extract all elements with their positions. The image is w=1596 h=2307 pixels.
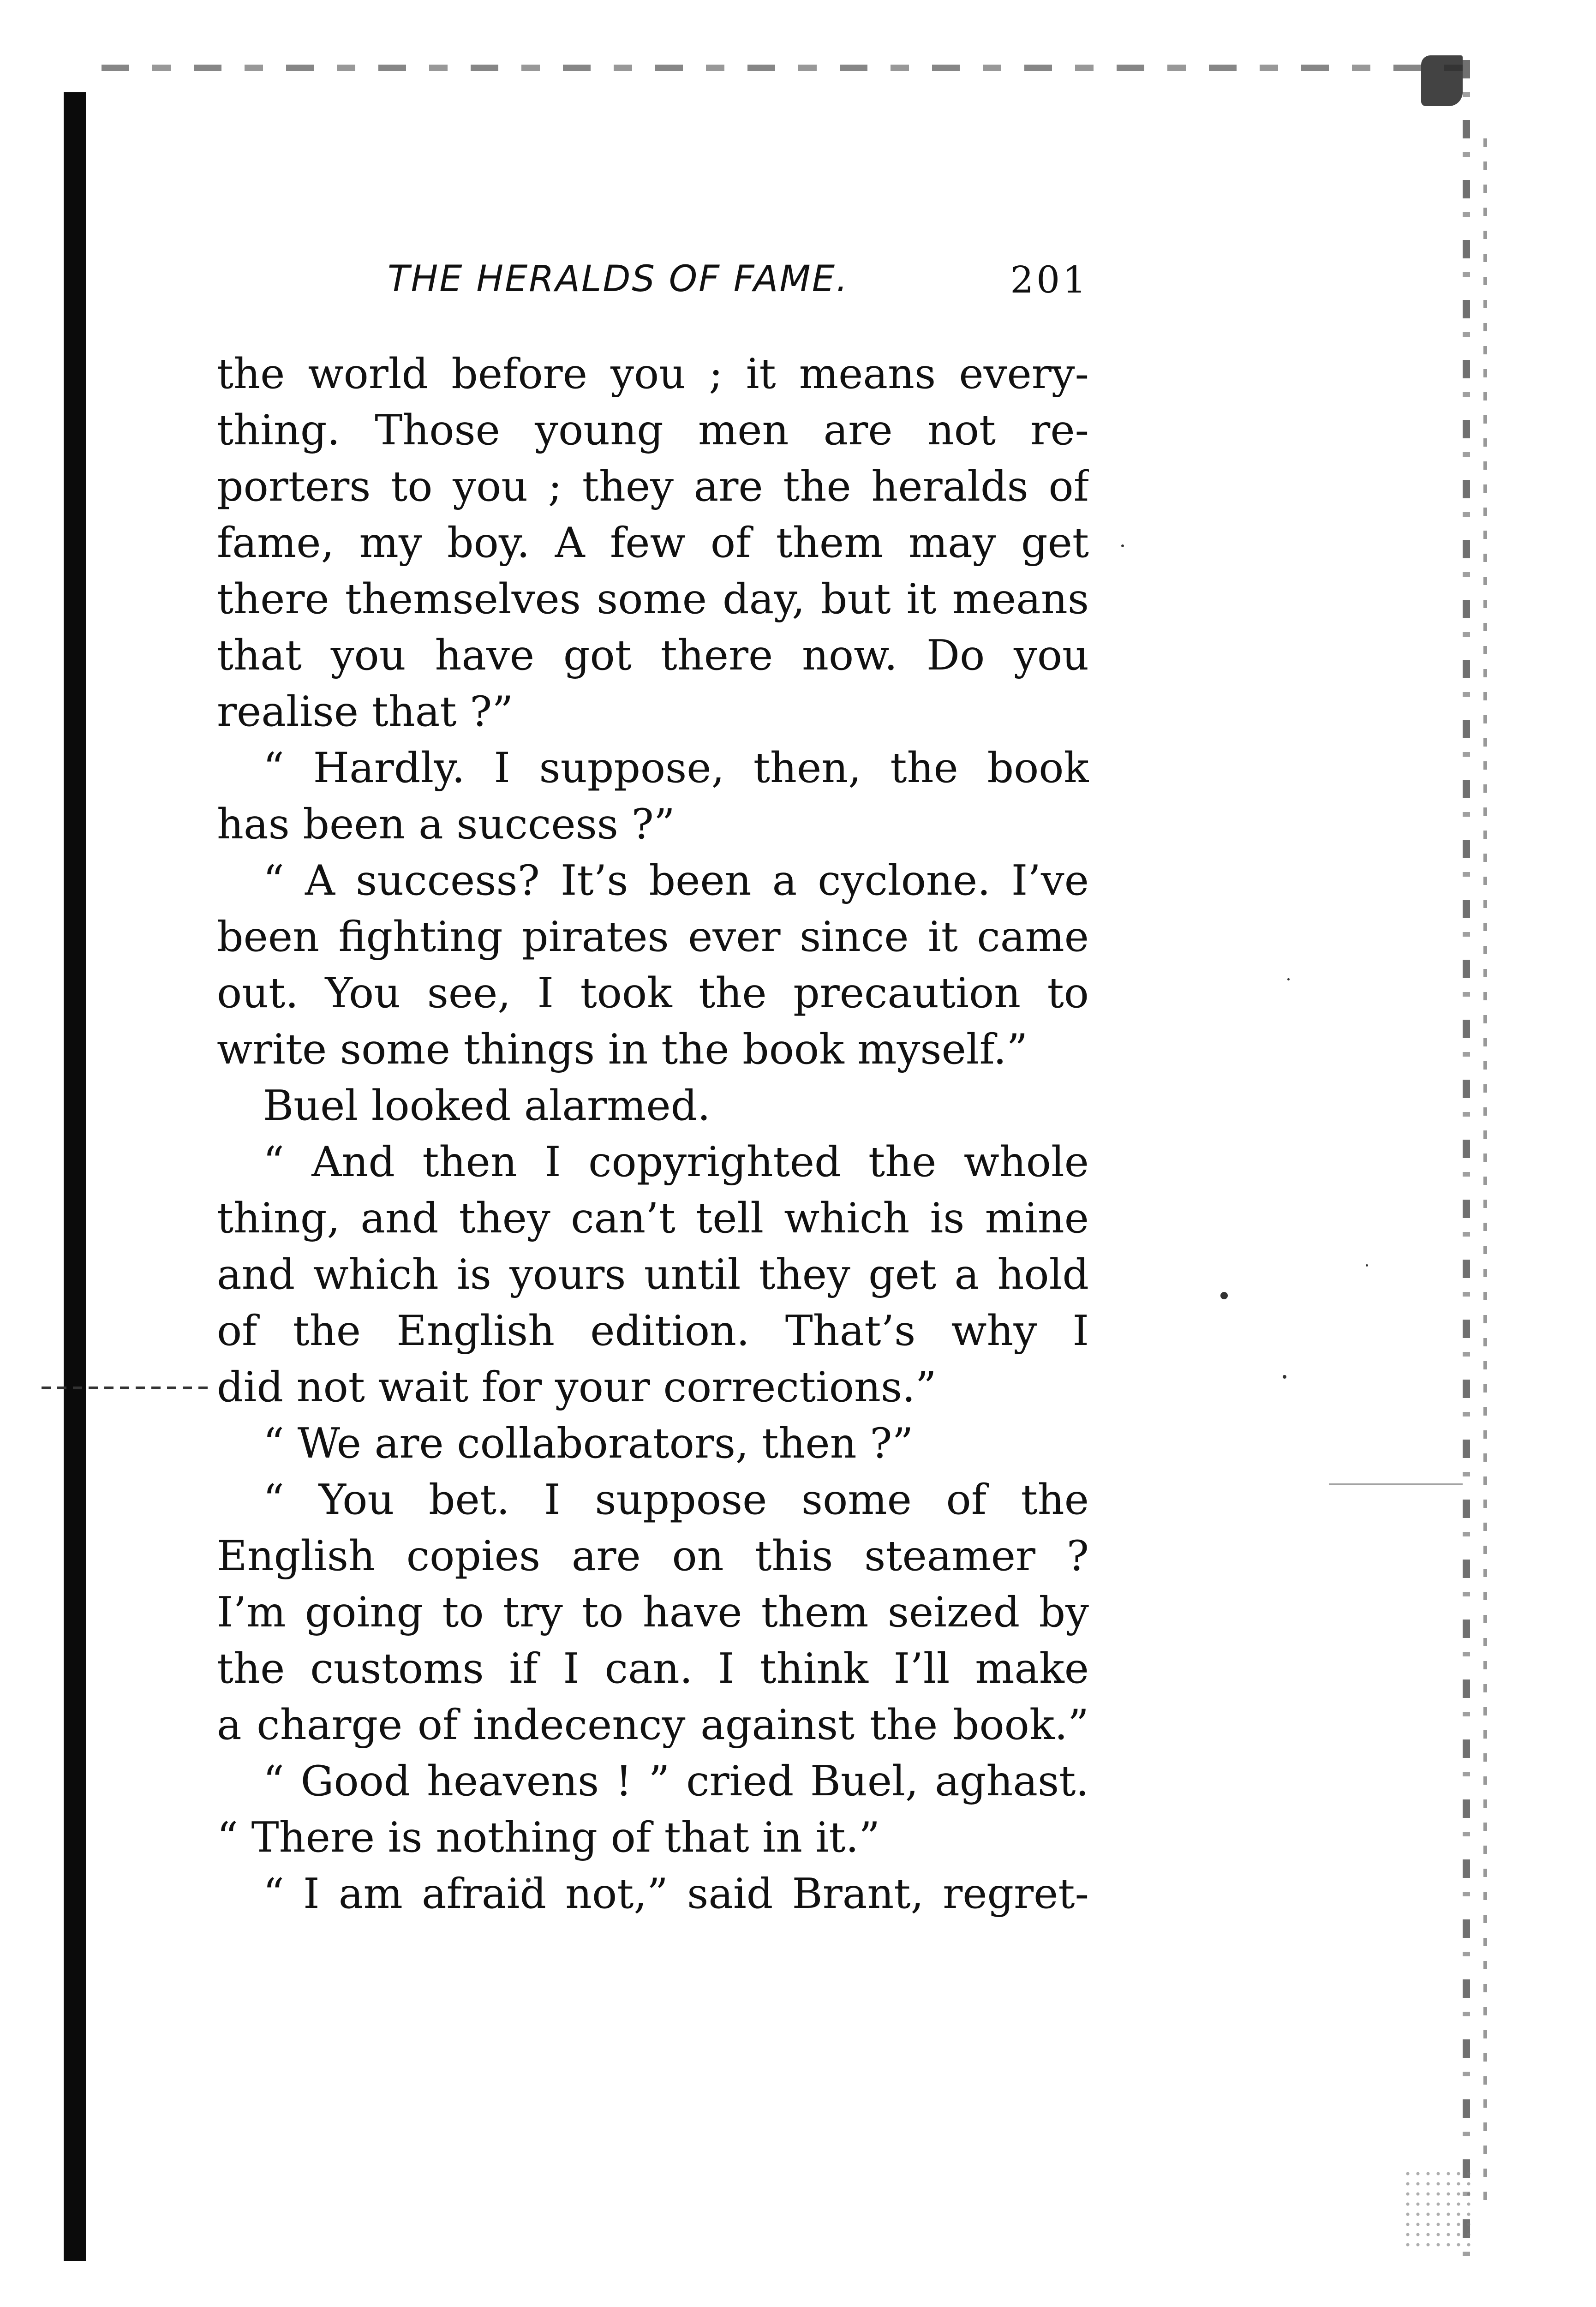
text-line: of the English edition. That’s why I: [217, 1307, 1089, 1355]
text-line: “ I am afraid not,” said Brant, regret-: [263, 1870, 1089, 1918]
text-line: “ We are collaborators, then ?”: [263, 1419, 914, 1468]
margin-arrow-mark: [42, 1387, 212, 1389]
body-text: [217, 346, 1089, 1922]
text-line: the customs if I can. I think I’ll make: [217, 1644, 1089, 1693]
text-line: and which is yours until they get a hold: [217, 1250, 1089, 1299]
text-line: English copies are on this steamer ?: [217, 1532, 1089, 1580]
ink-speck: [1220, 1292, 1228, 1299]
text-line: fame, my boy. A few of them may get: [217, 519, 1089, 567]
text-line: porters to you ; they are the heralds of: [217, 462, 1089, 511]
text-line: there themselves some day, but it means: [217, 575, 1089, 623]
ink-speck: [1366, 1264, 1368, 1267]
text-line: “ A success? It’s been a cyclone. I’ve: [263, 856, 1089, 905]
ink-speck: [1287, 978, 1290, 980]
text-line: did not wait for your corrections.”: [217, 1363, 937, 1411]
ink-speck: [1121, 544, 1124, 547]
scan-bottom-corner-noise: [1403, 2169, 1472, 2252]
scan-top-edge: [102, 65, 1463, 71]
scan-corner-mark: [1421, 55, 1463, 106]
page-number: 201: [1010, 258, 1089, 301]
text-line: the world before you ; it means every-: [217, 350, 1089, 398]
text-line: “ There is nothing of that in it.”: [217, 1813, 880, 1862]
text-line: “ Good heavens ! ” cried Buel, aghast.: [263, 1757, 1089, 1805]
text-line: write some things in the book myself.”: [217, 1025, 1028, 1074]
scan-right-edge: [1463, 60, 1470, 2265]
text-line: thing. Those young men are not re-: [217, 406, 1089, 454]
text-line: thing, and they can’t tell which is mine: [217, 1194, 1089, 1243]
text-line: been fighting pirates ever since it came: [217, 913, 1089, 961]
running-title: THE HERALDS OF FAME.: [388, 258, 849, 300]
text-line: a charge of indecency against the book.”: [217, 1701, 1089, 1749]
text-line: “ You bet. I suppose some of the: [263, 1476, 1089, 1524]
text-line: “ And then I copyrighted the whole: [263, 1138, 1089, 1186]
running-head: [217, 258, 1089, 314]
text-line: Buel looked alarmed.: [263, 1082, 711, 1130]
text-line: “ Hardly. I suppose, then, the book: [263, 744, 1089, 792]
text-line: that you have got there now. Do you: [217, 631, 1089, 680]
scan-right-edge-inner: [1483, 138, 1487, 2215]
ink-speck: [1283, 1375, 1286, 1379]
text-line: I’m going to try to have them seized by: [217, 1588, 1089, 1637]
text-line: out. You see, I took the precaution to: [217, 969, 1089, 1017]
text-line: realise that ?”: [217, 687, 514, 736]
margin-rule-mark: [1329, 1483, 1463, 1485]
page-gutter-shadow: [64, 92, 86, 2261]
text-line: has been a success ?”: [217, 800, 675, 849]
